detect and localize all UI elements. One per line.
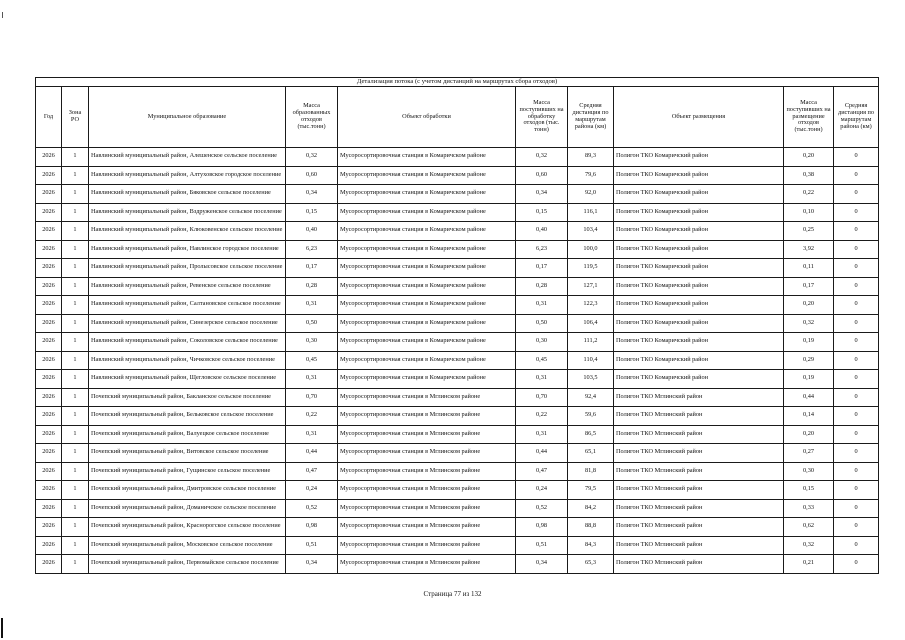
cell-mass-generated: 0,44 [286,444,338,463]
cell-year: 2026 [36,444,62,463]
cell-municipality: Почепский муниципальный район, Гущинское сельское поселение [89,462,286,481]
cell-avg-distance-processing: 65,3 [568,555,614,574]
waste-flow-table [35,77,879,574]
cell-year: 2026 [36,240,62,259]
cell-processing-object: Мусоросортировочная станция в Комаричском районе [338,222,516,241]
cell-zone: 1 [62,407,89,426]
cell-avg-distance-processing: 92,0 [568,185,614,204]
cell-zone: 1 [62,444,89,463]
cell-mass-generated: 0,34 [286,555,338,574]
cell-processing-object: Мусоросортировочная станция в Комаричском районе [338,296,516,315]
cell-avg-distance-placement: 0 [834,351,879,370]
table-header-row [36,87,879,148]
cell-avg-distance-processing: 59,6 [568,407,614,426]
cell-placement-object: Полигон ТКО Комаричский район [614,314,784,333]
cell-year: 2026 [36,333,62,352]
cell-year: 2026 [36,222,62,241]
cell-mass-to-placement: 0,20 [784,296,834,315]
table-row [36,296,879,315]
cell-mass-to-placement: 3,92 [784,240,834,259]
cell-avg-distance-processing: 79,6 [568,166,614,185]
cell-municipality: Почепский муниципальный район, Доманичское сельское поселение [89,499,286,518]
cell-zone: 1 [62,462,89,481]
cell-avg-distance-placement: 0 [834,148,879,167]
cell-zone: 1 [62,518,89,537]
header-processing-object: Объект обработки [338,87,516,148]
cell-municipality: Почепский муниципальный район, Валуецкое сельское поселение [89,425,286,444]
cell-year: 2026 [36,407,62,426]
cell-zone: 1 [62,148,89,167]
cell-processing-object: Мусоросортировочная станция в Мглинском районе [338,536,516,555]
cell-processing-object: Мусоросортировочная станция в Мглинском районе [338,555,516,574]
cell-mass-generated: 0,32 [286,148,338,167]
cell-mass-to-placement: 0,20 [784,425,834,444]
cell-year: 2026 [36,166,62,185]
cell-zone: 1 [62,314,89,333]
cell-mass-to-processing: 0,52 [516,499,568,518]
cell-processing-object: Мусоросортировочная станция в Комаричском районе [338,351,516,370]
cell-zone: 1 [62,166,89,185]
cell-zone: 1 [62,240,89,259]
table-row [36,370,879,389]
cell-avg-distance-placement: 0 [834,277,879,296]
cell-avg-distance-placement: 0 [834,333,879,352]
cell-mass-to-placement: 0,44 [784,388,834,407]
cell-year: 2026 [36,148,62,167]
cell-mass-generated: 0,30 [286,333,338,352]
cell-mass-to-processing: 0,45 [516,351,568,370]
cell-avg-distance-placement: 0 [834,462,879,481]
table-caption: Детализация потока (с учетом дистанций на маршрутах сбора отходов) [36,78,879,87]
cell-year: 2026 [36,536,62,555]
cell-avg-distance-placement: 0 [834,536,879,555]
cell-municipality: Навлинский муниципальный район, Пролысовское сельское поселение [89,259,286,278]
cell-placement-object: Полигон ТКО Мглинский район [614,518,784,537]
cell-mass-generated: 0,45 [286,351,338,370]
cell-processing-object: Мусоросортировочная станция в Комаричском районе [338,240,516,259]
cell-zone: 1 [62,388,89,407]
table-row [36,462,879,481]
header-year: Год [36,87,62,148]
table-row [36,148,879,167]
cell-municipality: Навлинский муниципальный район, Клюковенское сельское поселение [89,222,286,241]
cell-processing-object: Мусоросортировочная станция в Комаричском районе [338,370,516,389]
cell-municipality: Навлинский муниципальный район, Вздруженское сельское поселение [89,203,286,222]
cell-mass-generated: 6,23 [286,240,338,259]
cell-processing-object: Мусоросортировочная станция в Мглинском районе [338,388,516,407]
cell-municipality: Почепский муниципальный район, Витовское сельское поселение [89,444,286,463]
cell-zone: 1 [62,536,89,555]
table-row [36,185,879,204]
cell-avg-distance-placement: 0 [834,499,879,518]
cell-placement-object: Полигон ТКО Комаричский район [614,333,784,352]
cell-avg-distance-processing: 100,0 [568,240,614,259]
cell-mass-to-processing: 0,17 [516,259,568,278]
cell-zone: 1 [62,370,89,389]
cell-mass-generated: 0,17 [286,259,338,278]
cell-mass-to-processing: 0,44 [516,444,568,463]
cell-avg-distance-processing: 122,3 [568,296,614,315]
cell-mass-to-processing: 0,98 [516,518,568,537]
cell-avg-distance-placement: 0 [834,555,879,574]
header-municipality: Муниципальное образование [89,87,286,148]
cell-zone: 1 [62,222,89,241]
cell-mass-to-processing: 0,28 [516,277,568,296]
cell-municipality: Почепский муниципальный район, Бакланское сельское поселение [89,388,286,407]
table-row [36,444,879,463]
cell-avg-distance-placement: 0 [834,185,879,204]
cell-avg-distance-processing: 127,1 [568,277,614,296]
cell-year: 2026 [36,462,62,481]
cell-mass-to-processing: 0,15 [516,203,568,222]
cell-placement-object: Полигон ТКО Комаричский район [614,296,784,315]
cell-avg-distance-processing: 84,2 [568,499,614,518]
table-row [36,277,879,296]
table-row [36,555,879,574]
cell-mass-to-placement: 0,27 [784,444,834,463]
cell-avg-distance-processing: 84,3 [568,536,614,555]
table-row [36,388,879,407]
cell-avg-distance-placement: 0 [834,314,879,333]
table-row [36,499,879,518]
cell-municipality: Почепский муниципальный район, Первомайское сельское поселение [89,555,286,574]
cell-processing-object: Мусоросортировочная станция в Мглинском районе [338,444,516,463]
cell-processing-object: Мусоросортировочная станция в Мглинском районе [338,425,516,444]
cell-placement-object: Полигон ТКО Комаричский район [614,277,784,296]
cell-placement-object: Полигон ТКО Комаричский район [614,259,784,278]
cell-mass-generated: 0,60 [286,166,338,185]
cell-placement-object: Полигон ТКО Мглинский район [614,462,784,481]
table-row [36,518,879,537]
cell-zone: 1 [62,296,89,315]
cell-placement-object: Полигон ТКО Мглинский район [614,425,784,444]
cell-avg-distance-processing: 79,5 [568,481,614,500]
cell-year: 2026 [36,555,62,574]
cell-year: 2026 [36,425,62,444]
table-row [36,536,879,555]
cell-zone: 1 [62,203,89,222]
header-mass-to-processing: Масса поступивших на обработку отходов (тыс. тонн) [516,87,568,148]
cell-mass-to-placement: 0,62 [784,518,834,537]
cell-municipality: Навлинский муниципальный район, Чичковское сельское поселение [89,351,286,370]
cell-avg-distance-placement: 0 [834,203,879,222]
cell-zone: 1 [62,185,89,204]
cell-mass-to-processing: 0,34 [516,185,568,204]
cell-processing-object: Мусоросортировочная станция в Комаричском районе [338,314,516,333]
table-row [36,333,879,352]
cell-mass-to-processing: 0,32 [516,148,568,167]
cell-mass-to-placement: 0,10 [784,203,834,222]
cell-mass-to-placement: 0,14 [784,407,834,426]
cell-processing-object: Мусоросортировочная станция в Мглинском районе [338,518,516,537]
cell-avg-distance-placement: 0 [834,407,879,426]
cell-placement-object: Полигон ТКО Мглинский район [614,555,784,574]
cell-mass-to-placement: 0,25 [784,222,834,241]
cell-avg-distance-processing: 86,5 [568,425,614,444]
cell-placement-object: Полигон ТКО Комаричский район [614,222,784,241]
cell-placement-object: Полигон ТКО Мглинский район [614,388,784,407]
cell-mass-generated: 0,70 [286,388,338,407]
cell-municipality: Почепский муниципальный район, Дмитровское сельское поселение [89,481,286,500]
cell-processing-object: Мусоросортировочная станция в Комаричском районе [338,277,516,296]
cell-mass-generated: 0,22 [286,407,338,426]
cell-zone: 1 [62,481,89,500]
cell-municipality: Почепский муниципальный район, Краснорогское сельское поселение [89,518,286,537]
cell-mass-generated: 0,47 [286,462,338,481]
cell-processing-object: Мусоросортировочная станция в Мглинском районе [338,462,516,481]
cell-mass-to-processing: 0,31 [516,425,568,444]
cell-year: 2026 [36,351,62,370]
cell-mass-generated: 0,34 [286,185,338,204]
cell-processing-object: Мусоросортировочная станция в Комаричском районе [338,166,516,185]
cell-avg-distance-placement: 0 [834,481,879,500]
cell-mass-generated: 0,15 [286,203,338,222]
cell-mass-to-processing: 6,23 [516,240,568,259]
cell-mass-generated: 0,31 [286,296,338,315]
scan-mark-bottom [1,618,3,638]
cell-mass-to-processing: 0,31 [516,296,568,315]
cell-mass-to-processing: 0,51 [516,536,568,555]
header-mass-to-placement: Масса поступивших на размещение отходов (тыс.тонн) [784,87,834,148]
header-avg-distance-processing: Средняя дистанция по маршрутам района (км) [568,87,614,148]
cell-year: 2026 [36,499,62,518]
cell-zone: 1 [62,351,89,370]
cell-municipality: Почепский муниципальный район, Бельковское сельское поселение [89,407,286,426]
cell-avg-distance-placement: 0 [834,296,879,315]
cell-year: 2026 [36,277,62,296]
cell-mass-to-processing: 0,70 [516,388,568,407]
table-row [36,351,879,370]
cell-mass-to-processing: 0,31 [516,370,568,389]
table-row [36,259,879,278]
cell-year: 2026 [36,388,62,407]
cell-placement-object: Полигон ТКО Мглинский район [614,407,784,426]
header-avg-distance-placement: Средняя дистанция по маршрутам района (км) [834,87,879,148]
cell-mass-to-placement: 0,20 [784,148,834,167]
cell-municipality: Навлинский муниципальный район, Синезерское сельское поселение [89,314,286,333]
cell-mass-to-placement: 0,17 [784,277,834,296]
cell-placement-object: Полигон ТКО Мглинский район [614,499,784,518]
cell-mass-generated: 0,24 [286,481,338,500]
cell-avg-distance-processing: 103,4 [568,222,614,241]
cell-zone: 1 [62,333,89,352]
table-row [36,203,879,222]
cell-avg-distance-processing: 119,5 [568,259,614,278]
scan-mark-top [2,12,3,18]
cell-avg-distance-processing: 110,4 [568,351,614,370]
table-row [36,425,879,444]
cell-mass-to-processing: 0,24 [516,481,568,500]
cell-mass-generated: 0,40 [286,222,338,241]
cell-municipality: Навлинский муниципальный район, Щегловское сельское поселение [89,370,286,389]
table-row [36,222,879,241]
cell-placement-object: Полигон ТКО Комаричский район [614,185,784,204]
cell-avg-distance-placement: 0 [834,259,879,278]
cell-year: 2026 [36,296,62,315]
cell-placement-object: Полигон ТКО Комаричский район [614,148,784,167]
cell-avg-distance-placement: 0 [834,240,879,259]
cell-mass-to-placement: 0,32 [784,314,834,333]
cell-municipality: Навлинский муниципальный район, Алтуховское городское поселение [89,166,286,185]
cell-mass-to-placement: 0,19 [784,370,834,389]
cell-mass-to-processing: 0,34 [516,555,568,574]
cell-year: 2026 [36,518,62,537]
cell-avg-distance-placement: 0 [834,370,879,389]
cell-mass-to-placement: 0,32 [784,536,834,555]
cell-year: 2026 [36,185,62,204]
cell-processing-object: Мусоросортировочная станция в Мглинском районе [338,481,516,500]
cell-mass-generated: 0,50 [286,314,338,333]
cell-mass-to-processing: 0,60 [516,166,568,185]
cell-zone: 1 [62,277,89,296]
cell-municipality: Навлинский муниципальный район, Соколовское сельское поселение [89,333,286,352]
cell-municipality: Навлинский муниципальный район, Бяковское сельское поселение [89,185,286,204]
cell-avg-distance-processing: 103,5 [568,370,614,389]
cell-year: 2026 [36,259,62,278]
cell-avg-distance-processing: 116,1 [568,203,614,222]
cell-year: 2026 [36,370,62,389]
table-row [36,314,879,333]
cell-avg-distance-placement: 0 [834,518,879,537]
cell-year: 2026 [36,481,62,500]
header-zone: Зона РО [62,87,89,148]
cell-placement-object: Полигон ТКО Мглинский район [614,481,784,500]
cell-avg-distance-processing: 106,4 [568,314,614,333]
cell-avg-distance-processing: 89,3 [568,148,614,167]
cell-zone: 1 [62,499,89,518]
cell-mass-to-placement: 0,33 [784,499,834,518]
cell-avg-distance-placement: 0 [834,222,879,241]
cell-processing-object: Мусоросортировочная станция в Мглинском районе [338,499,516,518]
cell-avg-distance-placement: 0 [834,388,879,407]
cell-mass-to-placement: 0,38 [784,166,834,185]
cell-placement-object: Полигон ТКО Комаричский район [614,240,784,259]
cell-placement-object: Полигон ТКО Мглинский район [614,536,784,555]
cell-avg-distance-processing: 111,2 [568,333,614,352]
cell-mass-to-placement: 0,19 [784,333,834,352]
cell-mass-generated: 0,31 [286,370,338,389]
cell-avg-distance-processing: 92,4 [568,388,614,407]
cell-processing-object: Мусоросортировочная станция в Комаричском районе [338,333,516,352]
cell-avg-distance-processing: 65,1 [568,444,614,463]
page-number: Страница 77 из 132 [423,590,482,598]
header-mass-generated: Масса образованных отходов (тыс.тонн) [286,87,338,148]
cell-placement-object: Полигон ТКО Комаричский район [614,370,784,389]
cell-zone: 1 [62,555,89,574]
header-placement-object: Объект размещения [614,87,784,148]
cell-avg-distance-placement: 0 [834,444,879,463]
cell-municipality: Навлинский муниципальный район, Навлинское городское поселение [89,240,286,259]
cell-zone: 1 [62,259,89,278]
cell-mass-to-placement: 0,22 [784,185,834,204]
cell-processing-object: Мусоросортировочная станция в Комаричском районе [338,148,516,167]
cell-placement-object: Полигон ТКО Комаричский район [614,166,784,185]
cell-zone: 1 [62,425,89,444]
cell-mass-to-placement: 0,15 [784,481,834,500]
cell-municipality: Навлинский муниципальный район, Салтановское сельское поселение [89,296,286,315]
cell-year: 2026 [36,314,62,333]
cell-mass-to-processing: 0,30 [516,333,568,352]
table-row [36,481,879,500]
cell-placement-object: Полигон ТКО Мглинский район [614,444,784,463]
cell-avg-distance-processing: 81,8 [568,462,614,481]
cell-mass-to-placement: 0,11 [784,259,834,278]
cell-mass-to-placement: 0,29 [784,351,834,370]
cell-municipality: Навлинский муниципальный район, Ревенское сельское поселение [89,277,286,296]
cell-municipality: Навлинский муниципальный район, Алешенское сельское поселение [89,148,286,167]
cell-mass-generated: 0,31 [286,425,338,444]
cell-mass-to-placement: 0,30 [784,462,834,481]
cell-placement-object: Полигон ТКО Комаричский район [614,203,784,222]
table-row [36,166,879,185]
cell-mass-to-processing: 0,50 [516,314,568,333]
cell-mass-generated: 0,28 [286,277,338,296]
cell-mass-generated: 0,98 [286,518,338,537]
cell-avg-distance-processing: 88,8 [568,518,614,537]
cell-processing-object: Мусоросортировочная станция в Мглинском районе [338,407,516,426]
cell-mass-generated: 0,52 [286,499,338,518]
table-row [36,240,879,259]
cell-mass-to-placement: 0,21 [784,555,834,574]
cell-mass-to-processing: 0,22 [516,407,568,426]
cell-processing-object: Мусоросортировочная станция в Комаричском районе [338,259,516,278]
cell-placement-object: Полигон ТКО Комаричский район [614,351,784,370]
cell-year: 2026 [36,203,62,222]
cell-processing-object: Мусоросортировочная станция в Комаричском районе [338,203,516,222]
cell-municipality: Почепский муниципальный район, Московское сельское поселение [89,536,286,555]
cell-mass-generated: 0,51 [286,536,338,555]
cell-avg-distance-placement: 0 [834,166,879,185]
cell-mass-to-processing: 0,40 [516,222,568,241]
cell-mass-to-processing: 0,47 [516,462,568,481]
table-body [36,148,879,574]
table-row [36,407,879,426]
cell-processing-object: Мусоросортировочная станция в Комаричском районе [338,185,516,204]
cell-avg-distance-placement: 0 [834,425,879,444]
